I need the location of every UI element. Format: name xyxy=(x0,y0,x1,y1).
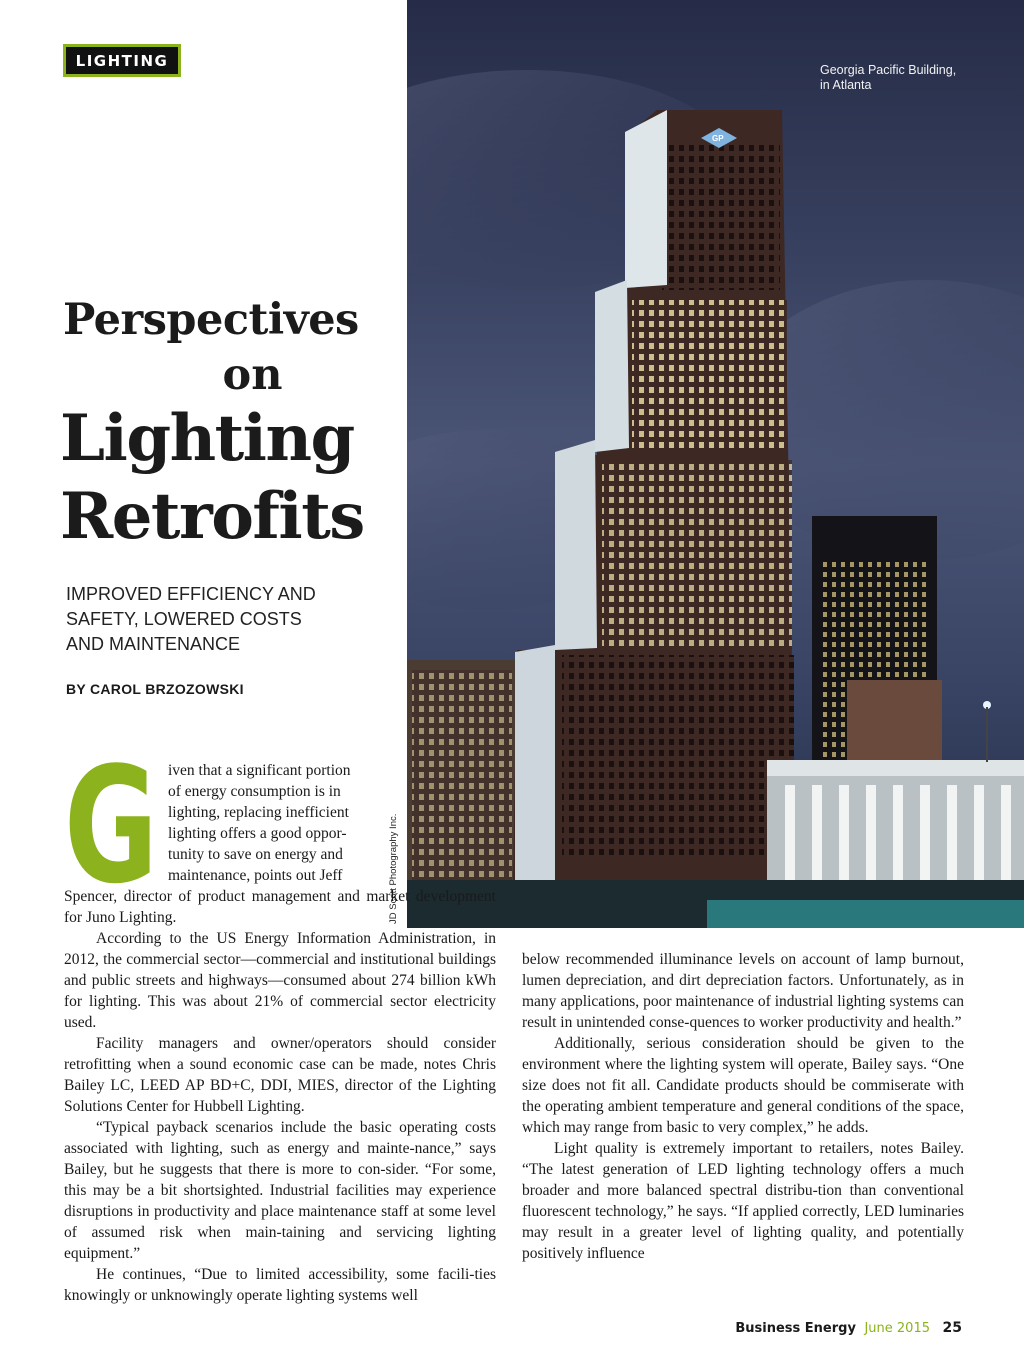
intro-line: lighting offers a good oppor- xyxy=(168,825,347,842)
issue-date: June 2015 xyxy=(864,1321,930,1336)
paragraph: below recommended illuminance levels on account of lamp burnout, lumen depreciation, and dirt depreciation factors. Unfortunately, as in many applications, poor maintenance of industrial lighting systems can result in unintended conse-quences to worker productivity and health.” xyxy=(522,951,964,1031)
drop-cap-letter: G xyxy=(64,760,158,886)
subhead-line-1: IMPROVED EFFICIENCY AND xyxy=(66,584,316,604)
article-subhead xyxy=(66,582,366,657)
photo-caption-line-1: Georgia Pacific Building, xyxy=(820,63,957,77)
drop-cap xyxy=(64,760,158,886)
paragraph: Additionally, serious consideration should be given to the environment where the lighting system will operate, Bailey says. “One size does not fit all. Candidate products should be commiserate with the operating ambient temperature and general conditions of the space, which may range from basic to very complex,” he adds. xyxy=(522,1035,964,1136)
subhead-line-3: AND MAINTENANCE xyxy=(66,634,241,654)
paragraph: Light quality is extremely important to retailers, notes Bailey. “The latest generation of LED lighting technology offers a much broader and more balanced spectral distribu-tion than conventional fluorescent technology,” he says. “If applied correctly, LED luminaries may result in a greater level of lighting quality, and potentially positively influence xyxy=(522,1140,964,1262)
headline-line-3: Lighting xyxy=(60,401,354,476)
section-label: LIGHTING xyxy=(63,44,181,77)
photo-caption-line-2: in Atlanta xyxy=(820,78,872,92)
intro-line: iven that a significant portion xyxy=(168,762,351,779)
paragraph: “Typical payback scenarios include the basic operating costs associated with lighting, such as energy and mainte-nance,” says Bailey, but he suggests that there is more to con-sider. “For some, this may be a bit shortsighted. Industrial facilities may experience disruptions in productivity and place maintenance staff at some level of assumed risk when main-taining and servicing lighting equipment.” xyxy=(64,1119,496,1262)
magazine-name: Business Energy xyxy=(735,1321,856,1336)
photo-credit: JD Scott Photography Inc. xyxy=(388,813,399,924)
paragraph: Spencer, director of product management and market development for Juno Lighting. xyxy=(64,888,496,926)
photo-caption xyxy=(820,63,1000,93)
page-number: 25 xyxy=(942,1320,962,1336)
intro-line: lighting, replacing inefficient xyxy=(168,804,349,821)
intro-line: tunity to save on energy and xyxy=(168,846,343,863)
author-byline: BY CAROL BRZOZOWSKI xyxy=(66,681,244,697)
building-photo xyxy=(407,0,1024,928)
headline-line-2: on xyxy=(222,350,283,400)
paragraph: Facility managers and owner/operators should consider retrofitting when a sound economic case can be made, notes Chris Bailey LC, LEED AP BD+C, DDI, MIES, director of the Lighting Solutions Center for Hubbell Lighting. xyxy=(64,1035,496,1115)
body-column-1 xyxy=(64,886,496,1306)
subhead-line-2: SAFETY, LOWERED COSTS xyxy=(66,609,302,629)
intro-line: of energy consumption is in xyxy=(168,783,341,800)
paragraph: According to the US Energy Information Administration, in 2012, the commercial sector—commercial and institutional buildings and public streets and highways—consumed about 274 billion kWh for lighting. This was about 21% of commercial sector electricity used. xyxy=(64,930,496,1031)
intro-lines xyxy=(168,760,386,886)
georgia-pacific-building-illustration xyxy=(407,0,1024,928)
body-column-2 xyxy=(522,949,964,1264)
page-footer xyxy=(735,1320,962,1336)
headline-line-4: Retrofits xyxy=(60,479,364,554)
gp-logo: GP xyxy=(712,134,724,143)
headline-line-1: Perspectives xyxy=(63,295,359,345)
paragraph: He continues, “Due to limited accessibility, some facili-ties knowingly or unknowingly operate lighting systems well xyxy=(64,1266,496,1304)
article-headline xyxy=(60,290,405,556)
intro-line: maintenance, points out Jeff xyxy=(168,867,343,884)
